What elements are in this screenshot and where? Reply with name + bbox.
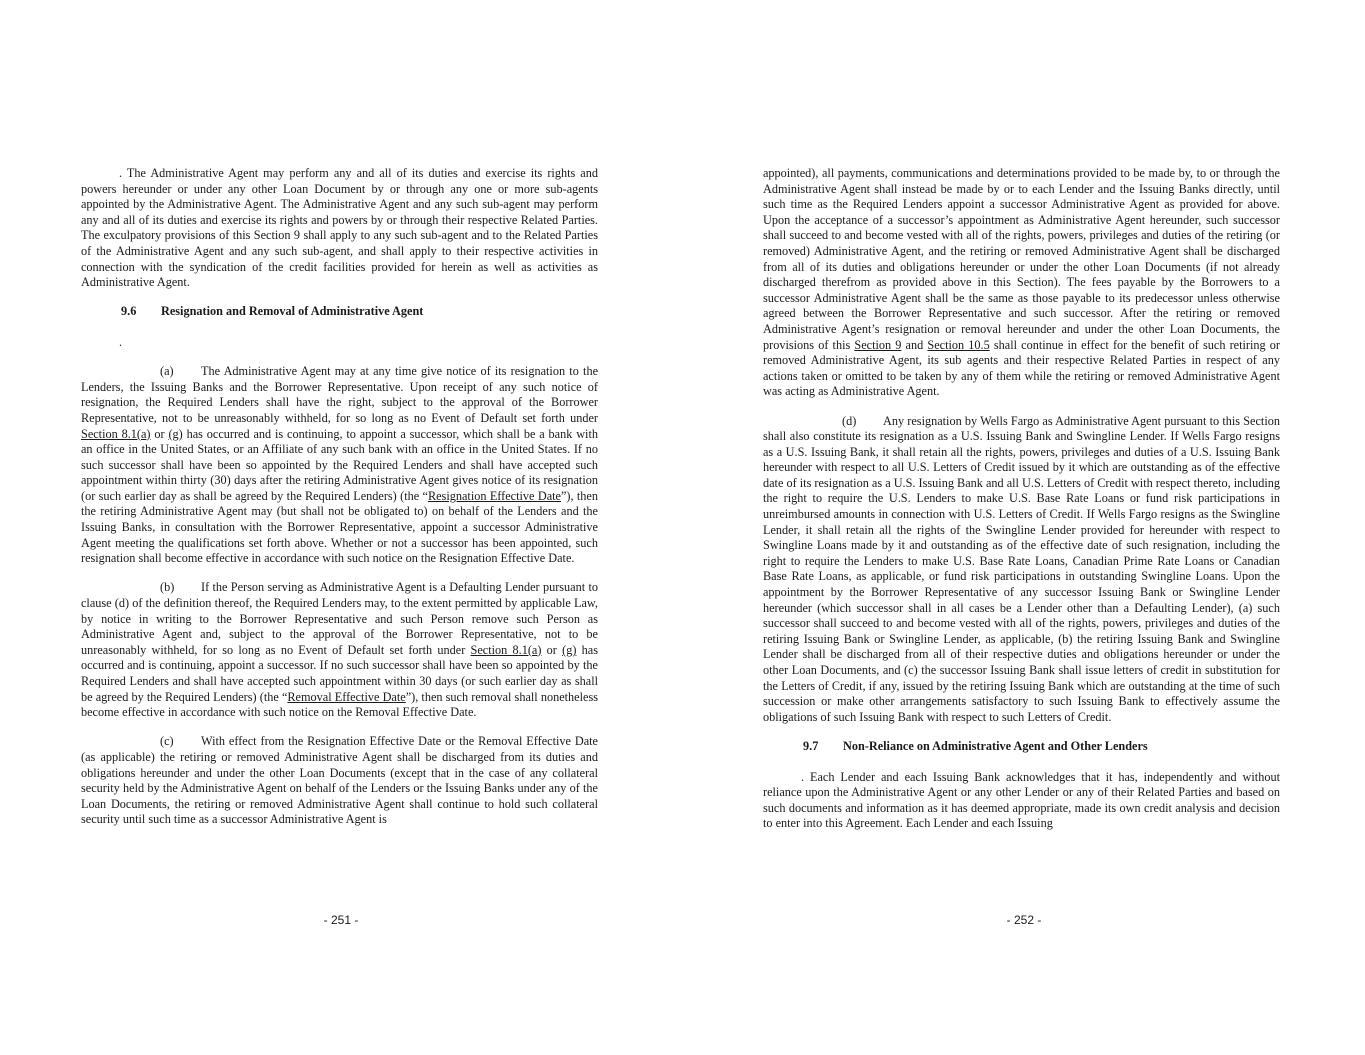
clause-g-reference: (g)	[562, 642, 577, 657]
paragraph-c: (c) With effect from the Resignation Effective Date or the Removal Effective Date (as applicable) the retiring or removed Administrative Agent shall be discharged from its duties and obligations hereunder and under the other Loan Documents (except that in the case of any collateral security held by the Administrative Agent on behalf of the Lenders or the Issuing Banks under any of the Loan Documents, the retiring or removed Administrative Agent shall continue to hold such collateral security until such time as a successor Administrative Agent is	[81, 734, 598, 827]
section-9-7-number: 9.7	[803, 738, 819, 753]
subagents-paragraph: . The Administrative Agent may perform any and all of its duties and exercise its rights and powers hereunder or under any other Loan Document by or through any one or more sub-agents appointed by the Administrative Agent. The Administrative Agent and any such sub-agent may perform any and all of its duties and exercise its rights and powers by or through their respective Related Parties. The exculpatory provisions of this Section 9 shall apply to any such sub-agent and to the Related Parties of the Administrative Agent and any such sub-agent, and shall apply to their respective activities in connection with the syndication of the credit facilities provided for herein as well as activities as Administrative Agent.	[81, 166, 598, 290]
non-reliance-paragraph: . Each Lender and each Issuing Bank acknowledges that it has, independently and without reliance upon the Administrative Agent or any other Lender or any of their Related Parties and based on such documents and information as it has deemed appropriate, made its own credit analysis and decision to enter into this Agreement. Each Lender and each Issuing	[763, 769, 1280, 831]
section-9-6-number: 9.6	[121, 304, 137, 319]
paragraph-d: (d) Any resignation by Wells Fargo as Administrative Agent pursuant to this Section shall also constitute its resignation as a U.S. Issuing Bank and Swingline Lender. If Wells Fargo resigns as a U.S. Issuing Bank, it shall retain all the rights, powers, privileges and duties of a U.S. Issuing Bank hereunder with respect to all U.S. Letters of Credit issued by it which are outstanding as of the effective date of its resignation as a U.S. Issuing Bank and all U.S. Letters of Credit with respect thereto, including the right to require the U.S. Lenders to make U.S. Base Rate Loans or fund risk participations in unreimbursed amounts in connection with U.S. Letters of Credit. If Wells Fargo resigns as the Swingline Lender, it shall retain all the rights of the Swingline Lender provided for hereunder with respect to Swingline Loans made by it and outstanding as of the effective date of such resignation, including the right to require the Lenders to make U.S. Base Rate Loans, Canadian Prime Rate Loans or Canadian Base Rate Loans, as applicable, or fund risk participations in outstanding Swingline Loans. Upon the appointment by the Borrower Representative of any successor Issuing Bank or Swingline Lender hereunder (which successor shall in all cases be a Lender other than a Defaulting Lender), (a) such successor shall succeed to and become vested with all of the rights, powers, privileges and duties of the retiring Issuing Bank or Swingline Lender, as applicable, (b) the retiring Issuing Bank and Swingline Lender shall be discharged from all of their respective duties and obligations hereunder or under the other Loan Documents, and (c) the successor Issuing Bank shall issue letters of credit in substitution for the Letters of Credit, if any, issued by the retiring Issuing Bank which are outstanding at the time of such succession or make other arrangements satisfactory to such Issuing Bank to effectively assume the obligations of such Issuing Bank with respect to such Letters of Credit.	[763, 413, 1280, 724]
removal-effective-date-term: Removal Effective Date	[287, 689, 406, 704]
resignation-effective-date-term: Resignation Effective Date	[427, 488, 561, 503]
clause-g-reference: (g)	[168, 426, 183, 441]
paragraph-b: (b) If the Person serving as Administrative Agent is a Defaulting Lender pursuant to clause (d) of the definition thereof, the Required Lenders may, to the extent permitted by applicable Law, by notice in writing to the Borrower Representative and such Person remove such Person as Administrative Agent and, subject to the approval of the Borrower Representative, not to be unreasonably withheld, for so long as no Event of Default set forth under Section 8.1(a) or (g) has occurred and is continuing, appoint a successor. If no such successor shall have been so appointed by the Required Lenders and shall have accepted such appointment within 30 days (or such earlier day as shall be agreed by the Required Lenders) (the “Removal Effective Date”), then such removal shall nonetheless become effective in accordance with such notice on the Removal Effective Date.	[81, 580, 598, 720]
page-251	[0, 0, 682, 1055]
page-number: - 252 -	[1006, 913, 1042, 927]
page-252-body	[763, 166, 1280, 846]
section-9-6-title: Resignation and Removal of Administrative Agent	[161, 304, 424, 319]
paragraph-a-label: (a)	[160, 364, 174, 379]
page-251-body	[81, 166, 598, 842]
paragraph-c-label: (c)	[160, 734, 174, 749]
section-8-1a-reference: Section 8.1(a)	[470, 642, 542, 657]
paragraph-a: (a) The Administrative Agent may at any time give notice of its resignation to the Lenders, the Issuing Banks and the Borrower Representative. Upon receipt of any such notice of resignation, the Required Lenders shall have the right, subject to the approval of the Borrower Representative, not to be unreasonably withheld, for so long as no Event of Default set forth under Section 8.1(a) or (g) has occurred and is continuing, to appoint a successor, which shall be a bank with an office in the United States, or an Affiliate of any such bank with an office in the United States. If no such successor shall have been so appointed by the Required Lenders and shall have accepted such appointment within thirty (30) days after the retiring Administrative Agent gives notice of its resignation (or such earlier day as shall be agreed by the Required Lenders) (the “Resignation Effective Date”), then the retiring Administrative Agent may (but shall not be obligated to) on behalf of the Lenders and the Issuing Banks, in consultation with the Borrower Representative, appoint a successor Administrative Agent meeting the qualifications set forth above. Whether or not a successor has been appointed, such resignation shall become effective in accordance with such notice on the Resignation Effective Date.	[81, 364, 598, 566]
paragraph-b-label: (b)	[160, 580, 175, 595]
section-9-7-title: Non-Reliance on Administrative Agent and Other Lenders	[843, 738, 1148, 753]
section-8-1a-reference: Section 8.1(a)	[81, 426, 151, 441]
section-10-5-reference: Section 10.5	[927, 337, 990, 352]
section-9-6-heading	[81, 304, 598, 320]
paragraph-d-label: (d)	[842, 413, 857, 428]
page-252	[683, 0, 1365, 1055]
page-number: - 251 -	[323, 913, 359, 927]
section-9-7-heading	[763, 739, 1280, 755]
section-9-reference: Section 9	[854, 337, 902, 352]
section-9-6-lead-dot: .	[119, 334, 123, 349]
paragraph-c-continued: appointed), all payments, communications and determinations provided to be made by, to or through the Administrative Agent shall instead be made by or to each Lender and the Issuing Banks directly, until such time as the Required Lenders appoint a successor Administrative Agent as provided for above. Upon the acceptance of a successor’s appointment as Administrative Agent hereunder, such successor shall succeed to and become vested with all of the rights, powers, privileges and duties of the retiring (or removed) Administrative Agent, and the retiring or removed Administrative Agent shall be discharged from all of its duties and obligations hereunder or under the other Loan Documents (if not already discharged therefrom as provided above in this Section). The fees payable by the Borrowers to a successor Administrative Agent shall be the same as those payable to its predecessor unless otherwise agreed between the Borrower Representative and such successor. After the retiring or removed Administrative Agent’s resignation or removal hereunder and under the other Loan Documents, the provisions of this Section 9 and Section 10.5 shall continue in effect for the benefit of such retiring or removed Administrative Agent, its sub agents and their respective Related Parties in respect of any actions taken or omitted to be taken by any of them while the retiring or removed Administrative Agent was acting as Administrative Agent.	[763, 166, 1280, 399]
